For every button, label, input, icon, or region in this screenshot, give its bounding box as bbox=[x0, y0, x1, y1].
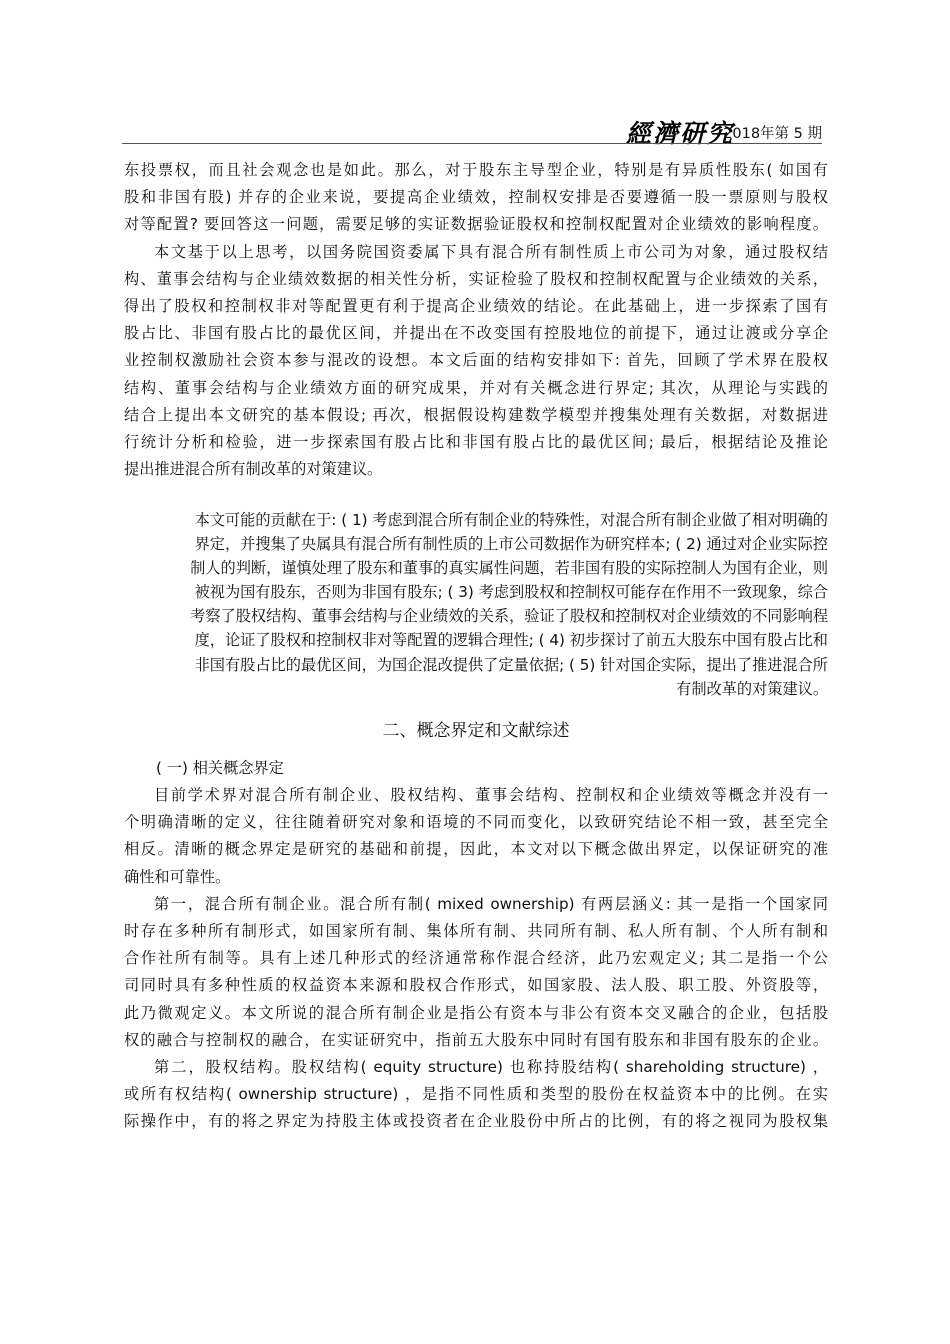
paragraph-continuation bbox=[124, 157, 828, 239]
text-line: 股占比、非国有股占比的最优区间，并提出在不改变国有控股地位的前提下，通过让渡或分享企 bbox=[124, 324, 828, 343]
header-rule bbox=[122, 143, 822, 144]
journal-issue: 2018年第 5 期 bbox=[723, 126, 822, 142]
text-line: 相反。清晰的概念界定是研究的基础和前提，因此，本文对以下概念做出界定，以保证研究的准 bbox=[124, 840, 828, 859]
text-line: 提出推进混合所有制改革的对策建议。 bbox=[124, 460, 383, 479]
text-line: 目前学术界对混合所有制企业、股权结构、董事会结构、控制权和企业绩效等概念并没有一 bbox=[154, 786, 828, 804]
text-line: 构、董事会结构与企业绩效数据的相关性分析，实证检验了股权和控制权配置与企业绩效的关系， bbox=[124, 269, 828, 288]
text-line: 际操作中，有的将之界定为持股主体或投资者在企业股份中所占的比例，有的将之视同为股权集 bbox=[124, 1112, 828, 1131]
text-line: 确性和可靠性。 bbox=[124, 867, 231, 886]
text-line: 第一，混合所有制企业。混合所有制( mixed ownership) 有两层涵义: 其一是指一个国家同 bbox=[154, 894, 828, 913]
text-line: 得出了股权和控制权非对等配置更有利于提高企业绩效的结论。在此基础上，进一步探索了国有 bbox=[124, 297, 828, 316]
paragraph-equity-structure bbox=[124, 1054, 828, 1136]
text-line: 合作社所有制等。具有上述几种形式的经济通常称作混合经济，此乃宏观定义; 其二是指一个公 bbox=[124, 949, 828, 968]
paragraph-structure bbox=[124, 239, 828, 484]
text-line: 权的融合与控制权的融合，在实证研究中，指前五大股东中同时有国有股东和非国有股东的企业。 bbox=[124, 1030, 828, 1049]
text-line: 时存在多种所有制形式，如国家所有制、集体所有制、共同所有制、私人所有制、个人所有制和 bbox=[124, 922, 828, 941]
journal-logo: 經濟研究 bbox=[625, 119, 734, 148]
text-line: 非国有股占比的最优区间，为国企混改提供了定量依据; ( 5) 针对国企实际，提出了推进混合所 bbox=[194, 655, 828, 674]
paragraph-contributions bbox=[124, 508, 828, 701]
text-line: 或所有权结构( ownership structure) ，是指不同性质和类型的股份在权益资本中的比例。在实 bbox=[124, 1085, 828, 1104]
text-line: 界定，并搜集了央属具有混合所有制性质的上市公司数据作为研究样本; ( 2) 通过对企业实际控 bbox=[194, 535, 828, 554]
text-line: 本文可能的贡献在于: ( 1) 考虑到混合所有制企业的特殊性，对混合所有制企业做了相对明确的 bbox=[194, 511, 828, 529]
paragraph-mixed-ownership bbox=[124, 891, 828, 1054]
text-line: 司同时具有多种性质的权益资本来源和股权合作形式，如国家股、法人股、职工股、外资股等， bbox=[124, 976, 828, 995]
text-line: 制人的判断，谨慎处理了股东和董事的真实属性问题，若非国有股的实际控制人为国有企业，则 bbox=[190, 559, 828, 578]
body-text-top bbox=[124, 157, 828, 483]
text-line: 第二，股权结构。股权结构( equity structure) 也称持股结构( shareholding structure) ， bbox=[154, 1058, 828, 1077]
text-line: 此乃微观定义。本文所说的混合所有制企业是指公有资本与非公有资本交叉融合的企业，包括股 bbox=[124, 1003, 828, 1022]
subsection-heading: ( 一) 相关概念界定 bbox=[156, 759, 284, 777]
text-line: 被视为国有股东，否则为非国有股东; ( 3) 考虑到股权和控制权可能存在作用不一致现象，综合 bbox=[194, 583, 828, 602]
section-title: 二、概念界定和文献综述 bbox=[382, 721, 570, 741]
text-line: 东投票权，而且社会观念也是如此。那么，对于股东主导型企业，特别是有异质性股东( 如国有 bbox=[124, 161, 828, 179]
text-line: 业控制权激励社会资本参与混改的设想。本文后面的结构安排如下: 首先，回顾了学术界在股权 bbox=[124, 351, 828, 370]
text-line: 个明确清晰的定义，往往随着研究对象和语境的不同而变化，以致研究结论不相一致，甚至完全 bbox=[124, 813, 828, 832]
text-line: 考察了股权结构、董事会结构与企业绩效的关系，验证了股权和控制权对企业绩效的不同影响程 bbox=[190, 607, 828, 626]
text-line: 股和非国有股) 并存的企业来说，要提高企业绩效，控制权安排是否要遵循一股一票原则与股权 bbox=[124, 188, 828, 207]
text-line: 本文基于以上思考，以国务院国资委属下具有混合所有制性质上市公司为对象，通过股权结 bbox=[154, 242, 828, 261]
text-line: 行统计分析和检验，进一步探索国有股占比和非国有股占比的最优区间; 最后，根据结论及推论 bbox=[124, 433, 828, 452]
body-text-bottom bbox=[124, 782, 828, 1136]
page-header bbox=[122, 112, 826, 148]
text-line: 结构、董事会结构与企业绩效方面的研究成果，并对有关概念进行界定; 其次，从理论与实践的 bbox=[124, 378, 828, 397]
text-line: 对等配置? 要回答这一问题，需要足够的实证数据验证股权和控制权配置对企业绩效的影响程度。 bbox=[124, 215, 828, 234]
paragraph-definitions-intro bbox=[124, 782, 828, 891]
text-line: 度，论证了股权和控制权非对等配置的逻辑合理性; ( 4) 初步探讨了前五大股东中国有股占比和 bbox=[194, 631, 828, 650]
text-line: 结合上提出本文研究的基本假设; 再次，根据假设构建数学模型并搜集处理有关数据，对数据进 bbox=[124, 405, 828, 424]
text-line: 有制改革的对策建议。 bbox=[676, 679, 828, 698]
